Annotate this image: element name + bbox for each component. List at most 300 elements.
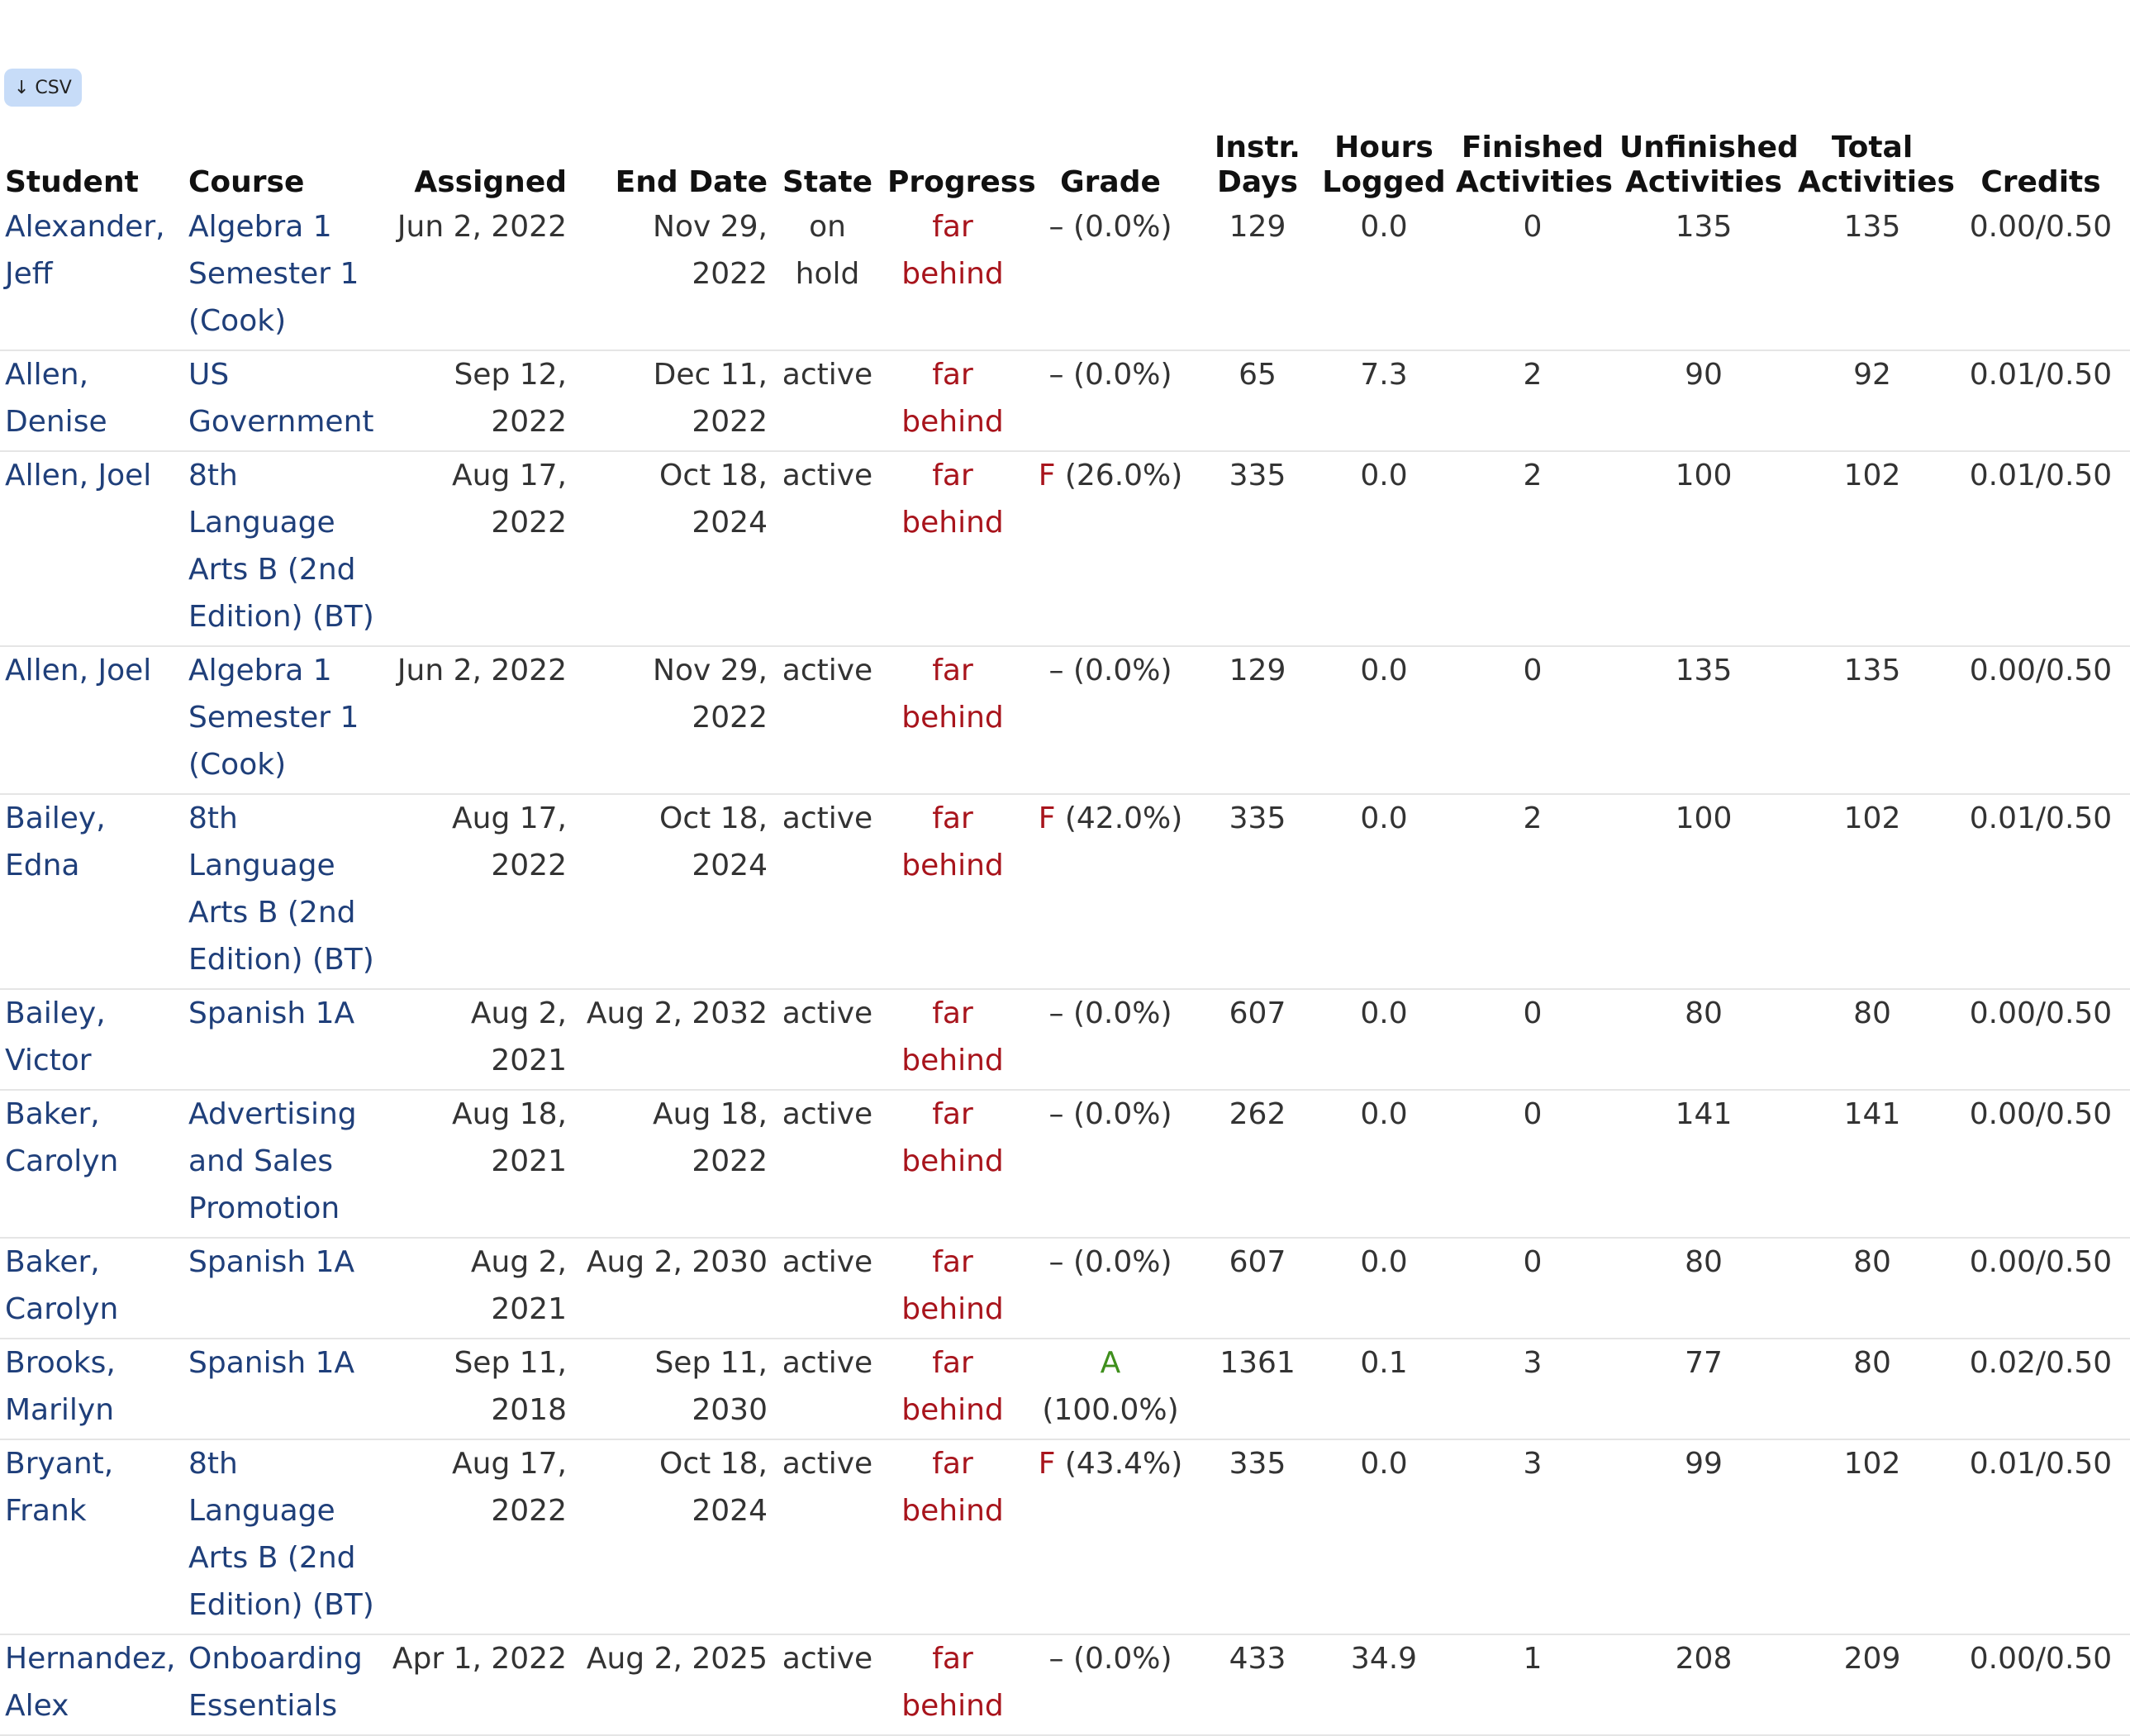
hours-logged-value: 0.0 (1360, 654, 1408, 687)
col-header-state[interactable]: State (782, 165, 873, 199)
cell-credits-value (1952, 203, 2130, 350)
cell-grade-value (1023, 1238, 1198, 1339)
grade-percent: (0.0%) (1072, 210, 1172, 244)
total-activities-value: 80 (1853, 1245, 1891, 1279)
credits-value: 0.00/0.50 (1969, 1245, 2113, 1279)
unfinished-activities-value: 100 (1675, 801, 1733, 835)
col-header-unfinished-activities[interactable]: Unfinished Activities (1619, 131, 1799, 199)
cell-assigned-date (383, 1339, 572, 1439)
cell-progress-status (882, 1439, 1023, 1634)
grade-percent: (0.0%) (1072, 1097, 1172, 1131)
finished-activities-value: 2 (1523, 801, 1543, 835)
cell-unfinished-activities-value (1614, 1339, 1793, 1439)
cell-state-value (773, 794, 882, 989)
student-link[interactable]: Alexander, Jeff (5, 210, 165, 291)
cell-state-value (773, 1339, 882, 1439)
cell-finished-activities-value (1451, 350, 1614, 451)
cell-end-date (572, 203, 773, 350)
end-date: Oct 18, 2024 (659, 801, 768, 882)
state-value: active (782, 654, 873, 687)
table-row (0, 794, 2130, 989)
credits-value: 0.00/0.50 (1969, 654, 2113, 687)
cell-student-link (0, 646, 183, 794)
instr-days-value: 335 (1229, 459, 1286, 492)
cell-course-link (183, 1439, 383, 1634)
cell-course-link (183, 451, 383, 646)
grade-letter: F (1038, 459, 1056, 492)
finished-activities-value: 0 (1523, 1097, 1543, 1131)
cell-total-activities-value (1793, 1339, 1952, 1439)
grade-letter: – (1048, 1642, 1064, 1676)
grade-percent: (0.0%) (1072, 358, 1172, 392)
col-header-hours-logged[interactable]: Hours Logged (1322, 131, 1446, 199)
cell-course-link (183, 646, 383, 794)
cell-total-activities-value (1793, 1439, 1952, 1634)
cell-unfinished-activities-value (1614, 350, 1793, 451)
cell-student-link (0, 1238, 183, 1339)
cell-instr-days-value (1198, 451, 1317, 646)
grade-percent: (100.0%) (1042, 1393, 1179, 1427)
cell-finished-activities-value (1451, 203, 1614, 350)
col-header-finished-activities[interactable]: Finished Activities (1456, 131, 1613, 199)
cell-total-activities-value (1793, 1090, 1952, 1238)
grade-letter: – (1048, 996, 1064, 1030)
cell-hours-logged-value (1317, 1238, 1451, 1339)
cell-student-link (0, 1634, 183, 1735)
instr-days-value: 335 (1229, 1447, 1286, 1481)
student-link[interactable]: Bailey, Victor (5, 996, 106, 1077)
end-date: Oct 18, 2024 (659, 459, 768, 540)
table-row (0, 989, 2130, 1090)
total-activities-value: 80 (1853, 1346, 1891, 1380)
cell-end-date (572, 1090, 773, 1238)
csv-button-label: ↓ CSV (14, 77, 72, 98)
cell-state-value (773, 203, 882, 350)
col-header-student[interactable]: Student (5, 165, 139, 199)
course-link[interactable]: Advertising and Sales Promotion (188, 1097, 357, 1225)
instr-days-value: 1361 (1220, 1346, 1296, 1380)
hours-logged-value: 0.0 (1360, 459, 1408, 492)
assigned-date: Aug 2, 2021 (470, 1245, 567, 1326)
cell-hours-logged-value (1317, 350, 1451, 451)
credits-value: 0.01/0.50 (1969, 358, 2113, 392)
progress-status: far behind (901, 1642, 1004, 1723)
assigned-date: Aug 17, 2022 (452, 1447, 567, 1528)
unfinished-activities-value: 99 (1685, 1447, 1723, 1481)
cell-instr-days-value (1198, 1238, 1317, 1339)
credits-value: 0.01/0.50 (1969, 1447, 2113, 1481)
instr-days-value: 262 (1229, 1097, 1286, 1131)
assigned-date: Apr 1, 2022 (392, 1642, 567, 1676)
cell-course-link (183, 794, 383, 989)
table-row (0, 1238, 2130, 1339)
grade-letter: F (1038, 1447, 1056, 1481)
cell-hours-logged-value (1317, 794, 1451, 989)
cell-grade-value (1023, 989, 1198, 1090)
state-value: active (782, 358, 873, 392)
hours-logged-value: 0.1 (1360, 1346, 1408, 1380)
cell-finished-activities-value (1451, 1090, 1614, 1238)
cell-grade-value (1023, 350, 1198, 451)
progress-status: far behind (901, 358, 1004, 439)
grade-letter: – (1048, 210, 1064, 244)
state-value: on hold (795, 210, 860, 291)
table-row (0, 646, 2130, 794)
grade-letter: – (1048, 358, 1064, 392)
col-header-instr-days[interactable]: Instr. Days (1215, 131, 1300, 199)
finished-activities-value: 1 (1523, 1642, 1543, 1676)
hours-logged-value: 0.0 (1360, 801, 1408, 835)
cell-finished-activities-value (1451, 451, 1614, 646)
cell-credits-value (1952, 989, 2130, 1090)
table-row (0, 350, 2130, 451)
cell-end-date (572, 1238, 773, 1339)
cell-state-value (773, 451, 882, 646)
total-activities-value: 209 (1843, 1642, 1901, 1676)
credits-value: 0.01/0.50 (1969, 801, 2113, 835)
assigned-date: Aug 17, 2022 (452, 801, 567, 882)
instr-days-value: 129 (1229, 654, 1286, 687)
cell-instr-days-value (1198, 1090, 1317, 1238)
cell-unfinished-activities-value (1614, 989, 1793, 1090)
cell-total-activities-value (1793, 1238, 1952, 1339)
cell-hours-logged-value (1317, 1090, 1451, 1238)
cell-end-date (572, 989, 773, 1090)
cell-unfinished-activities-value (1614, 1439, 1793, 1634)
course-link[interactable]: 8th Language Arts B (2nd Edition) (BT) (188, 801, 374, 977)
cell-total-activities-value (1793, 451, 1952, 646)
cell-student-link (0, 203, 183, 350)
student-link[interactable]: Baker, Carolyn (5, 1245, 119, 1326)
cell-unfinished-activities-value (1614, 1238, 1793, 1339)
cell-progress-status (882, 1339, 1023, 1439)
progress-status: far behind (901, 1245, 1004, 1326)
cell-unfinished-activities-value (1614, 203, 1793, 350)
assigned-date: Aug 2, 2021 (470, 996, 567, 1077)
cell-course-link (183, 989, 383, 1090)
cell-state-value (773, 1090, 882, 1238)
student-link[interactable]: Baker, Carolyn (5, 1097, 119, 1178)
grade-letter: – (1048, 1245, 1064, 1279)
progress-status: far behind (901, 210, 1004, 291)
grade-percent: (43.4%) (1064, 1447, 1183, 1481)
cell-state-value (773, 646, 882, 794)
total-activities-value: 102 (1843, 1447, 1901, 1481)
finished-activities-value: 2 (1523, 459, 1543, 492)
assigned-date: Aug 18, 2021 (452, 1097, 567, 1178)
cell-assigned-date (383, 203, 572, 350)
end-date: Nov 29, 2022 (653, 654, 768, 735)
total-activities-value: 92 (1853, 358, 1891, 392)
cell-finished-activities-value (1451, 646, 1614, 794)
cell-grade-value (1023, 646, 1198, 794)
unfinished-activities-value: 77 (1685, 1346, 1723, 1380)
student-link[interactable]: Allen, Joel (5, 459, 152, 492)
end-date: Aug 2, 2030 (586, 1245, 768, 1279)
cell-student-link (0, 350, 183, 451)
cell-assigned-date (383, 1238, 572, 1339)
state-value: active (782, 1447, 873, 1481)
progress-status: far behind (901, 801, 1004, 882)
progress-status: far behind (901, 654, 1004, 735)
finished-activities-value: 0 (1523, 654, 1543, 687)
cell-state-value (773, 1238, 882, 1339)
credits-value: 0.00/0.50 (1969, 996, 2113, 1030)
finished-activities-value: 0 (1523, 210, 1543, 244)
cell-student-link (0, 1439, 183, 1634)
cell-credits-value (1952, 646, 2130, 794)
state-value: active (782, 996, 873, 1030)
end-date: Oct 18, 2024 (659, 1447, 768, 1528)
end-date: Aug 2, 2025 (586, 1642, 768, 1676)
cell-end-date (572, 1339, 773, 1439)
cell-grade-value (1023, 1634, 1198, 1735)
table-header-row (0, 131, 2130, 203)
state-value: active (782, 459, 873, 492)
cell-credits-value (1952, 1339, 2130, 1439)
assigned-date: Jun 2, 2022 (397, 654, 567, 687)
unfinished-activities-value: 141 (1675, 1097, 1733, 1131)
cell-unfinished-activities-value (1614, 451, 1793, 646)
cell-assigned-date (383, 646, 572, 794)
grade-letter: A (1100, 1346, 1121, 1380)
end-date: Sep 11, 2030 (654, 1346, 768, 1427)
cell-progress-status (882, 1634, 1023, 1735)
student-link[interactable]: Bailey, Edna (5, 801, 106, 882)
cell-unfinished-activities-value (1614, 794, 1793, 989)
cell-instr-days-value (1198, 1439, 1317, 1634)
cell-course-link (183, 1339, 383, 1439)
cell-instr-days-value (1198, 989, 1317, 1090)
cell-end-date (572, 1439, 773, 1634)
cell-credits-value (1952, 1238, 2130, 1339)
student-link[interactable]: Hernandez, Alex (5, 1642, 176, 1723)
cell-credits-value (1952, 350, 2130, 451)
hours-logged-value: 0.0 (1360, 1245, 1408, 1279)
cell-state-value (773, 1439, 882, 1634)
instr-days-value: 65 (1239, 358, 1277, 392)
cell-total-activities-value (1793, 203, 1952, 350)
cell-student-link (0, 1339, 183, 1439)
unfinished-activities-value: 135 (1675, 210, 1733, 244)
total-activities-value: 102 (1843, 459, 1901, 492)
cell-grade-value (1023, 451, 1198, 646)
cell-progress-status (882, 1238, 1023, 1339)
cell-end-date (572, 794, 773, 989)
col-header-course[interactable]: Course (188, 165, 305, 199)
table-row (0, 1634, 2130, 1735)
cell-progress-status (882, 451, 1023, 646)
course-link[interactable]: Spanish 1A (188, 1346, 355, 1380)
state-value: active (782, 801, 873, 835)
unfinished-activities-value: 80 (1685, 996, 1723, 1030)
grade-percent: (0.0%) (1072, 996, 1172, 1030)
end-date: Nov 29, 2022 (653, 210, 768, 291)
cell-hours-logged-value (1317, 1339, 1451, 1439)
col-header-credits[interactable]: Credits (1980, 165, 2101, 199)
cell-credits-value (1952, 1090, 2130, 1238)
cell-hours-logged-value (1317, 989, 1451, 1090)
cell-total-activities-value (1793, 989, 1952, 1090)
cell-assigned-date (383, 989, 572, 1090)
cell-assigned-date (383, 794, 572, 989)
cell-progress-status (882, 350, 1023, 451)
cell-unfinished-activities-value (1614, 1634, 1793, 1735)
finished-activities-value: 3 (1523, 1447, 1543, 1481)
hours-logged-value: 0.0 (1360, 210, 1408, 244)
grade-percent: (0.0%) (1072, 1245, 1172, 1279)
col-header-progress[interactable]: Progress (887, 165, 1036, 199)
progress-status: far behind (901, 459, 1004, 540)
col-header-assigned[interactable]: Assigned (414, 165, 567, 199)
cell-total-activities-value (1793, 794, 1952, 989)
cell-instr-days-value (1198, 203, 1317, 350)
cell-progress-status (882, 989, 1023, 1090)
progress-status: far behind (901, 1097, 1004, 1178)
hours-logged-value: 34.9 (1350, 1642, 1418, 1676)
total-activities-value: 135 (1843, 654, 1901, 687)
unfinished-activities-value: 80 (1685, 1245, 1723, 1279)
instr-days-value: 335 (1229, 801, 1286, 835)
course-link[interactable]: US Government (188, 358, 374, 439)
cell-instr-days-value (1198, 1339, 1317, 1439)
student-courses-table (0, 131, 2130, 1736)
cell-grade-value (1023, 794, 1198, 989)
cell-hours-logged-value (1317, 451, 1451, 646)
cell-student-link (0, 451, 183, 646)
cell-unfinished-activities-value (1614, 646, 1793, 794)
cell-hours-logged-value (1317, 1439, 1451, 1634)
cell-assigned-date (383, 1090, 572, 1238)
cell-state-value (773, 350, 882, 451)
cell-unfinished-activities-value (1614, 1090, 1793, 1238)
cell-instr-days-value (1198, 1634, 1317, 1735)
cell-assigned-date (383, 1439, 572, 1634)
cell-student-link (0, 794, 183, 989)
unfinished-activities-value: 100 (1675, 459, 1733, 492)
end-date: Aug 2, 2032 (586, 996, 768, 1030)
table-row (0, 1090, 2130, 1238)
finished-activities-value: 0 (1523, 996, 1543, 1030)
state-value: active (782, 1245, 873, 1279)
cell-hours-logged-value (1317, 1634, 1451, 1735)
cell-state-value (773, 1634, 882, 1735)
cell-state-value (773, 989, 882, 1090)
instr-days-value: 433 (1229, 1642, 1286, 1676)
course-link[interactable]: 8th Language Arts B (2nd Edition) (BT) (188, 1447, 374, 1622)
cell-end-date (572, 1634, 773, 1735)
col-header-total-activities[interactable]: Total Activities (1798, 131, 1955, 199)
course-link[interactable]: Onboarding Essentials (188, 1642, 363, 1723)
cell-grade-value (1023, 1090, 1198, 1238)
cell-finished-activities-value (1451, 1238, 1614, 1339)
credits-value: 0.00/0.50 (1969, 210, 2113, 244)
end-date: Dec 11, 2022 (653, 358, 768, 439)
progress-status: far behind (901, 1447, 1004, 1528)
grade-percent: (0.0%) (1072, 1642, 1172, 1676)
table-row (0, 451, 2130, 646)
cell-student-link (0, 1090, 183, 1238)
cell-credits-value (1952, 794, 2130, 989)
credits-value: 0.01/0.50 (1969, 459, 2113, 492)
progress-status: far behind (901, 1346, 1004, 1427)
cell-grade-value (1023, 1339, 1198, 1439)
state-value: active (782, 1097, 873, 1131)
cell-course-link (183, 1238, 383, 1339)
progress-status: far behind (901, 996, 1004, 1077)
state-value: active (782, 1642, 873, 1676)
grade-letter: – (1048, 1097, 1064, 1131)
cell-course-link (183, 1634, 383, 1735)
grade-percent: (0.0%) (1072, 654, 1172, 687)
cell-course-link (183, 350, 383, 451)
cell-assigned-date (383, 451, 572, 646)
cell-assigned-date (383, 1634, 572, 1735)
total-activities-value: 141 (1843, 1097, 1901, 1131)
credits-value: 0.00/0.50 (1969, 1097, 2113, 1131)
col-header-grade[interactable]: Grade (1060, 165, 1161, 199)
cell-total-activities-value (1793, 646, 1952, 794)
course-link[interactable]: 8th Language Arts B (2nd Edition) (BT) (188, 459, 374, 634)
assigned-date: Aug 17, 2022 (452, 459, 567, 540)
cell-credits-value (1952, 1439, 2130, 1634)
unfinished-activities-value: 135 (1675, 654, 1733, 687)
finished-activities-value: 2 (1523, 358, 1543, 392)
cell-credits-value (1952, 1634, 2130, 1735)
cell-credits-value (1952, 451, 2130, 646)
csv-download-button[interactable] (4, 69, 82, 107)
student-link[interactable]: Bryant, Frank (5, 1447, 114, 1528)
end-date: Aug 18, 2022 (653, 1097, 768, 1178)
assigned-date: Jun 2, 2022 (397, 210, 567, 244)
hours-logged-value: 0.0 (1360, 996, 1408, 1030)
course-link[interactable]: Algebra 1 Semester 1 (Cook) (188, 654, 359, 782)
table-row (0, 1439, 2130, 1634)
table-row (0, 203, 2130, 350)
instr-days-value: 607 (1229, 996, 1286, 1030)
cell-assigned-date (383, 350, 572, 451)
grade-letter: – (1048, 654, 1064, 687)
cell-total-activities-value (1793, 350, 1952, 451)
cell-progress-status (882, 794, 1023, 989)
student-link[interactable]: Allen, Joel (5, 654, 152, 687)
cell-progress-status (882, 1090, 1023, 1238)
credits-value: 0.02/0.50 (1969, 1346, 2113, 1380)
course-link[interactable]: Algebra 1 Semester 1 (Cook) (188, 210, 359, 338)
cell-course-link (183, 1090, 383, 1238)
grade-letter: F (1038, 801, 1056, 835)
hours-logged-value: 7.3 (1360, 358, 1408, 392)
cell-finished-activities-value (1451, 1339, 1614, 1439)
cell-grade-value (1023, 203, 1198, 350)
instr-days-value: 607 (1229, 1245, 1286, 1279)
col-header-end-date[interactable]: End Date (615, 165, 768, 199)
course-link[interactable]: Spanish 1A (188, 1245, 355, 1279)
assigned-date: Sep 11, 2018 (454, 1346, 567, 1427)
unfinished-activities-value: 208 (1675, 1642, 1733, 1676)
cell-instr-days-value (1198, 794, 1317, 989)
total-activities-value: 80 (1853, 996, 1891, 1030)
student-link[interactable]: Brooks, Marilyn (5, 1346, 116, 1427)
cell-instr-days-value (1198, 646, 1317, 794)
course-link[interactable]: Spanish 1A (188, 996, 355, 1030)
cell-grade-value (1023, 1439, 1198, 1634)
cell-finished-activities-value (1451, 1439, 1614, 1634)
hours-logged-value: 0.0 (1360, 1097, 1408, 1131)
finished-activities-value: 0 (1523, 1245, 1543, 1279)
student-link[interactable]: Allen, Denise (5, 358, 107, 439)
cell-course-link (183, 203, 383, 350)
